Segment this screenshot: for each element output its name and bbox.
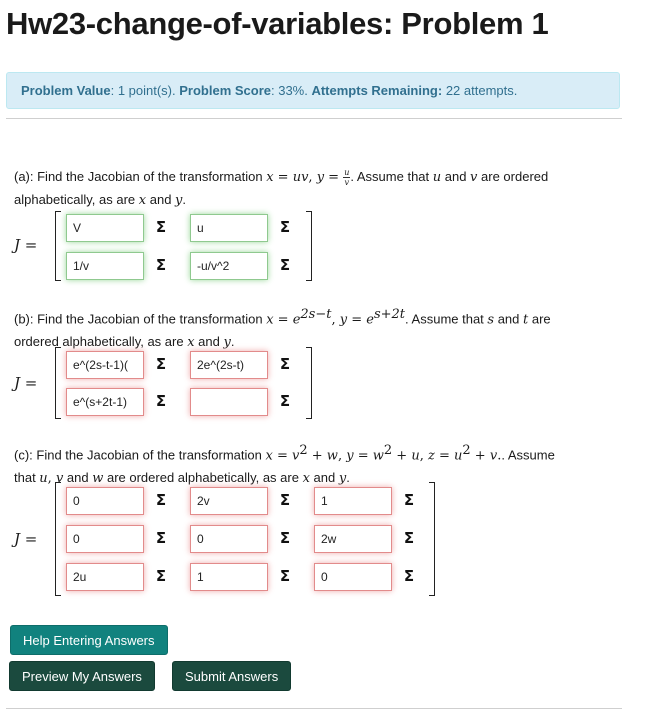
problem-value-text: : 1 point(s). [110,83,180,98]
divider-top [6,118,622,119]
problem-score-text: : 33%. [271,83,312,98]
answer-input[interactable]: e^(2s-t-1)( [66,351,144,379]
answer-c-3-1 [66,563,176,591]
equation-editor-icon[interactable]: Σ [279,355,291,373]
answer-input[interactable]: 0 [190,525,268,553]
answer-input[interactable]: 1 [314,487,392,515]
equation-editor-icon[interactable]: Σ [279,491,291,509]
answer-input[interactable]: 2v [190,487,268,515]
matrix-c-left-bracket [55,482,61,596]
jacobian-c-label: J = [14,530,38,548]
answer-c-1-2 [190,487,300,515]
help-entering-answers-button[interactable]: Help Entering Answers [10,625,168,655]
matrix-b-left-bracket [55,347,61,419]
jacobian-a-label: J = [14,236,38,254]
answer-input[interactable]: 1 [190,563,268,591]
problem-c-text: (c): Find the Jacobian of the transformation $x = v^2 + w$, $y = w^2 + u$, $z = u^2 + v$.. Assume that u, v and w are ordered alphabetically, as are x and y. [14,443,555,487]
equation-editor-icon[interactable]: Σ [155,491,167,509]
page-title: Hw23-change-of-variables: Problem 1 [6,6,549,41]
answer-c-2-3 [314,525,424,553]
answer-input[interactable] [190,388,268,416]
equation-editor-icon[interactable]: Σ [155,392,167,410]
answer-a-1-1 [66,214,176,242]
attempts-label: Attempts Remaining: [311,83,443,98]
attempts-text: 22 attempts. [442,83,518,98]
matrix-c-right-bracket [429,482,435,596]
answer-input[interactable]: -u/v^2 [190,252,268,280]
equation-editor-icon[interactable]: Σ [403,567,415,585]
equation-editor-icon[interactable]: Σ [155,218,167,236]
answer-b-1-1 [66,351,176,379]
answer-input[interactable]: 2w [314,525,392,553]
answer-input[interactable]: 1/v [66,252,144,280]
answer-input[interactable]: e^(s+2t-1) [66,388,144,416]
equation-editor-icon[interactable]: Σ [279,218,291,236]
problem-a-text: (a): Find the Jacobian of the transformation x = uv, y = $\frac{u}{v}$ . Assume that u and v are ordered alphabetically, as are x and y. [14,168,549,208]
answer-c-2-2 [190,525,300,553]
answer-b-2-1 [66,388,176,416]
matrix-b-right-bracket [306,347,312,419]
answer-input[interactable]: u [190,214,268,242]
answer-input[interactable]: V [66,214,144,242]
answer-b-2-2 [190,388,300,416]
matrix-a-left-bracket [55,211,61,281]
answer-input[interactable]: 2e^(2s-t) [190,351,268,379]
equation-editor-icon[interactable]: Σ [155,355,167,373]
equation-editor-icon[interactable]: Σ [279,256,291,274]
status-alert [6,72,620,109]
answer-input[interactable]: 2u [66,563,144,591]
answer-a-2-1 [66,252,176,280]
answer-a-2-2 [190,252,300,280]
equation-editor-icon[interactable]: Σ [155,256,167,274]
equation-editor-icon[interactable]: Σ [279,529,291,547]
answer-c-1-1 [66,487,176,515]
answer-input[interactable]: 0 [314,563,392,591]
answer-b-1-2 [190,351,300,379]
answer-c-1-3 [314,487,424,515]
submit-answers-button[interactable]: Submit Answers [172,661,291,691]
equation-editor-icon[interactable]: Σ [279,392,291,410]
equation-editor-icon[interactable]: Σ [279,567,291,585]
problem-score-label: Problem Score [179,83,271,98]
answer-c-3-3 [314,563,424,591]
answer-input[interactable]: 0 [66,525,144,553]
equation-editor-icon[interactable]: Σ [155,567,167,585]
equation-editor-icon[interactable]: Σ [155,529,167,547]
answer-a-1-2 [190,214,300,242]
answer-c-2-1 [66,525,176,553]
matrix-a-right-bracket [306,211,312,281]
equation-editor-icon[interactable]: Σ [403,491,415,509]
equation-editor-icon[interactable]: Σ [403,529,415,547]
problem-b-text: (b): Find the Jacobian of the transformation $x = e^{2s-t}$, $y = e^{s+2t}$. Assume that s and t are ordered alphabetically, as are x and y. [14,307,551,351]
math-a-transform: x [266,170,274,185]
answer-c-3-2 [190,563,300,591]
answer-input[interactable]: 0 [66,487,144,515]
divider-bottom [6,708,622,709]
preview-answers-button[interactable]: Preview My Answers [9,661,155,691]
jacobian-b-label: J = [14,374,38,392]
problem-value-label: Problem Value [21,83,111,98]
